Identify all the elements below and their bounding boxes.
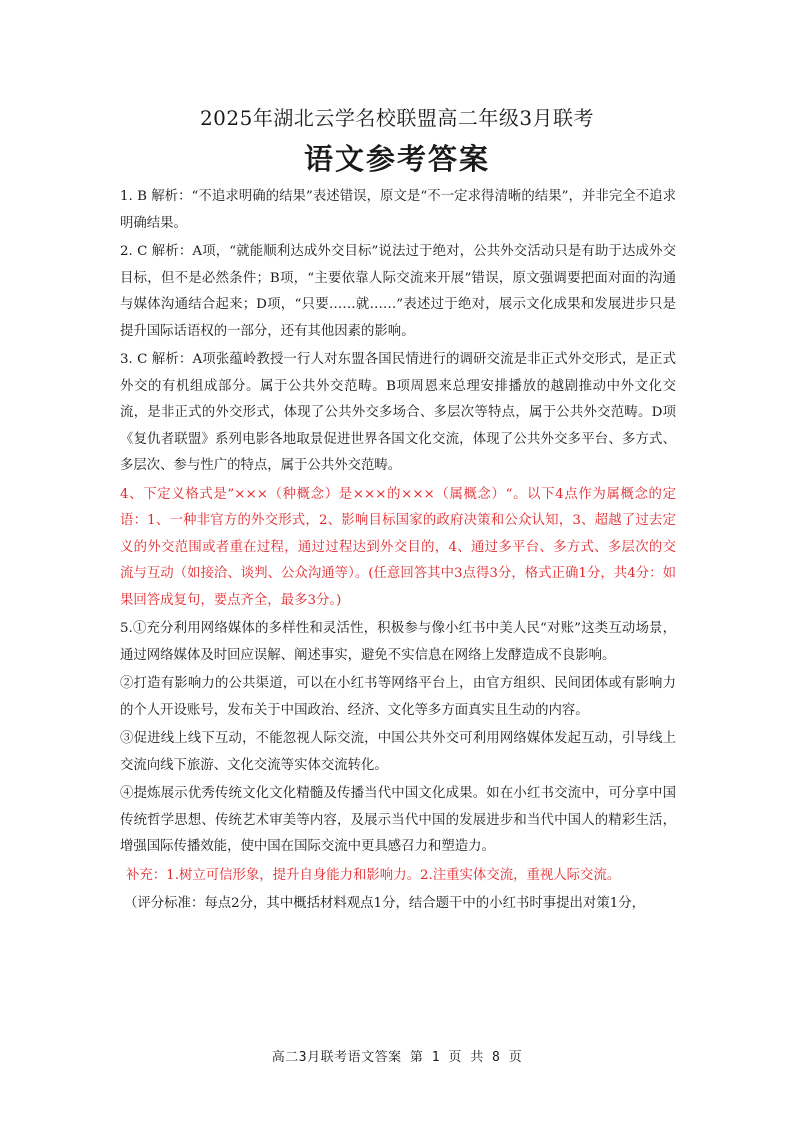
- answer-q3: 3. C 解析：A项张蕴岭教授一行人对东盟各国民情进行的调研交流是非正式外交形式，是正式外交的有机组成部分。属于公共外交范畴。B项周恩来总理安排播放的越剧推动中外文化交流，是非正式的外交形式，体现了公共外交多场合、多层次等特点，属于公共外交范畴。D项《复仇者联盟》系列电影各地取景促进世界各国文化交流，体现了公共外交多平台、多方式、多层次、参与性广的特点，属于公共外交范畴。: [120, 352, 676, 473]
- answer-q5-point-4: ④提炼展示优秀传统文化文化精髓及传播当代中国文化成果。如在小红书交流中，可分享中国传统哲学思想、传统艺术审美等内容，及展示当代中国的发展进步和当代中国人的精彩生活，增强国际传播效能，使中国在国际交流中更具感召力和塑造力。: [120, 786, 676, 854]
- answer-q4: 4、下定义格式是”×××（种概念）是×××的×××（属概念）“。以下4点作为属概念的定语：1、一种非官方的外交形式，2、影响目标国家的政府决策和公众认知，3、超越了过去定义的外交范围或者重在过程，通过过程达到外交目的，4、通过多平台、多方式、多层次的交流与互动（如接洽、谈判、公众沟通等）。(任意回答其中3点得3分，格式正确1分，共4分：如果回答成复句，要点齐全，最多3分。): [120, 486, 676, 608]
- answer-q5-supplement: 补充：1.树立可信形象，提升自身能力和影响力。2.注重实体交流，重视人际交流。: [126, 867, 621, 883]
- answer-q1: 1. B 解析：“不追求明确的结果”表述错误，原文是“不一定求得清晰的结果”，并非完全不追求明确结果。: [120, 189, 676, 231]
- answer-q5-point-3: ③促进线上线下互动，不能忽视人际交流，中国公共外交可利用网络媒体发起互动，引导线上交流向线下旅游、文化交流等实体交流转化。: [120, 731, 676, 773]
- answer-q5-scoring: （评分标准：每点2分，其中概括材料观点1分，结合题干中的小红书时事提出对策1分，: [124, 896, 646, 911]
- answer-q5-point-1: 5.①充分利用网络媒体的多样性和灵活性，积极参与像小红书中美人民“对账”这类互动场景，通过网络媒体及时回应误解、阐述事实，避免不实信息在网络上发酵造成不良影响。: [120, 621, 676, 663]
- document-title: 语文参考答案: [303, 142, 490, 176]
- answer-q2: 2. C 解析：A项，“就能顺利达成外交目标”说法过于绝对，公共外交活动只是有助于达成外交目标，但不是必然条件；B项，“主要依靠人际交流来开展”错误，原文强调要把面对面的沟通与媒体沟通结合起来；D项，“只要……就……”表述过于绝对，展示文化成果和发展进步只是提升国际话语权的一部分，还有其他因素的影响。: [120, 244, 676, 339]
- answer-q5-point-2: ②打造有影响力的公共渠道，可以在小红书等网络平台上，由官方组织、民间团体或有影响力的个人开设账号，发布关于中国政治、经济、文化等多方面真实且生动的内容。: [120, 676, 676, 718]
- answer-content: [120, 184, 676, 918]
- exam-title: 2025年湖北云学名校联盟高二年级3月联考: [199, 106, 595, 130]
- page-footer: 高二3月联考语文答案 第 1 页 共 8 页: [271, 1050, 523, 1065]
